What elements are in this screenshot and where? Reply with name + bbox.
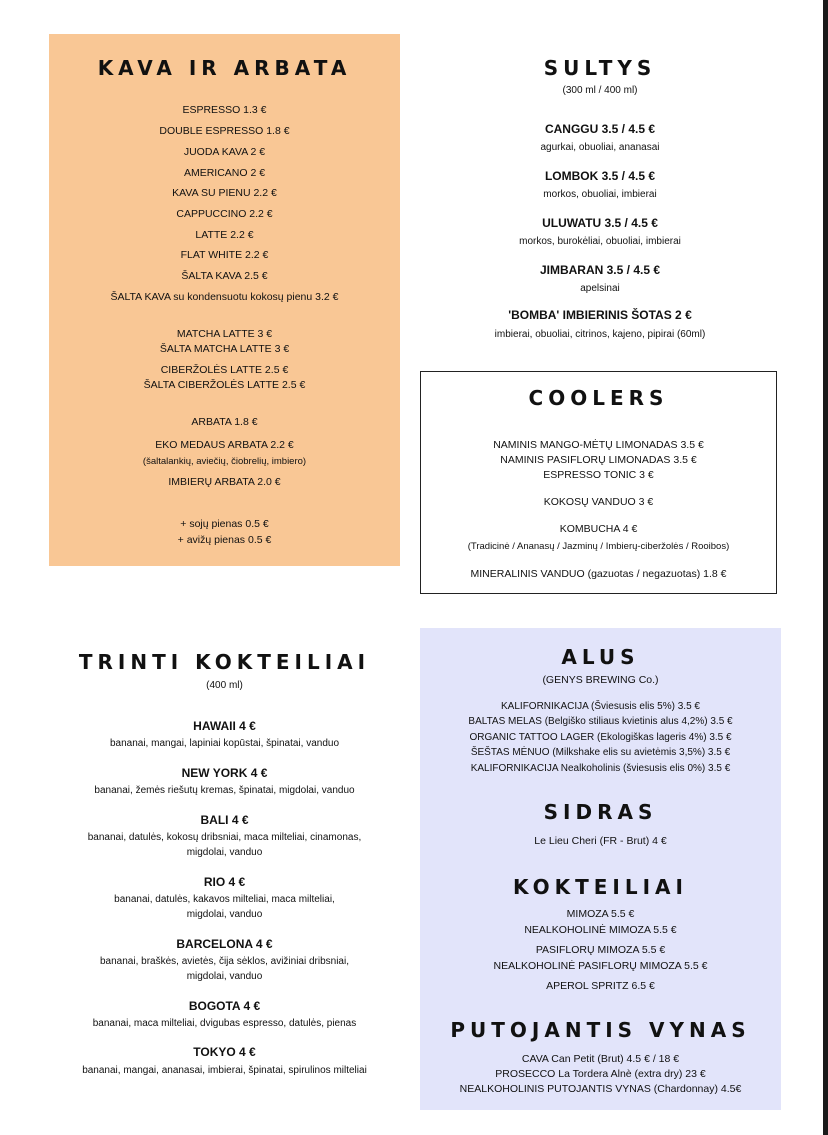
menu-item: DOUBLE ESPRESSO 1.8 € [159, 125, 290, 137]
menu-item: NEALKOHOLINĖ PASIFLORŲ MIMOZA 5.5 € [493, 960, 708, 972]
menu-item: EKO MEDAUS ARBATA 2.2 € [155, 439, 294, 451]
menu-item: MINERALINIS VANDUO (gazuotas / negazuotas) 1.8 € [470, 568, 727, 580]
menu-item: ŠEŠTAS MĖNUO (Milkshake elis su avietėmis 3,5%) 3.5 € [470, 747, 731, 758]
menu-item: LATTE 2.2 € [195, 229, 254, 241]
smoothie-desc: bananai, maca milteliai, dvigubas espresso, datulės, pienas [92, 1018, 357, 1029]
menu-item: AMERICANO 2 € [183, 167, 266, 179]
smoothie-desc: bananai, mangai, ananasai, imbierai, špinatai, spirulinos milteliai [82, 1065, 367, 1076]
menu-item: ŠALTA CIBERŽOLĖS LATTE 2.5 € [143, 379, 306, 391]
alus-panel [420, 628, 781, 1110]
menu-item: FLAT WHITE 2.2 € [180, 249, 269, 261]
menu-item: MIMOZA 5.5 € [566, 908, 635, 920]
smoothie-name: NEW YORK 4 € [181, 766, 268, 780]
menu-item: ŠALTA MATCHA LATTE 3 € [159, 343, 290, 355]
menu-item: NAMINIS PASIFLORŲ LIMONADAS 3.5 € [500, 454, 697, 466]
menu-item: NEALKOHOLINIS PUTOJANTIS VYNAS (Chardonnay) 4.5€ [459, 1083, 742, 1095]
right-edge [823, 0, 828, 1135]
smoothie-desc: migdolai, vanduo [186, 847, 263, 858]
smoothie-desc: migdolai, vanduo [186, 909, 263, 920]
section-title: KAVA IR ARBATA [97, 56, 352, 80]
juice-desc: morkos, obuoliai, imbierai [543, 189, 657, 200]
menu-item: CIBERŽOLĖS LATTE 2.5 € [160, 364, 289, 376]
menu-item: NEALKOHOLINĖ MIMOZA 5.5 € [524, 924, 677, 936]
section-title: COOLERS [528, 386, 669, 410]
juice-name: CANGGU 3.5 / 4.5 € [544, 122, 656, 136]
section-title: SIDRAS [543, 800, 658, 824]
smoothie-name: BALI 4 € [200, 813, 249, 827]
menu-item: ARBATA 1.8 € [191, 416, 258, 428]
juice-desc: imbierai, obuoliai, citrinos, kajeno, pipirai (60ml) [494, 329, 706, 340]
smoothie-name: TOKYO 4 € [193, 1045, 256, 1059]
menu-item: NAMINIS MANGO-MĖTŲ LIMONADAS 3.5 € [493, 439, 704, 451]
menu-item: ŠALTA KAVA su kondensuotu kokosų pienu 3.2 € [110, 291, 339, 303]
juice-desc: apelsinai [580, 283, 620, 294]
menu-item: Le Lieu Cheri (FR - Brut) 4 € [534, 835, 667, 847]
menu-item-desc: (Tradicinė / Ananasų / Jazminų / Imbierų-ciberžolės / Rooibos) [467, 541, 730, 552]
juice-desc: morkos, burokėliai, obuoliai, imbierai [519, 236, 681, 247]
menu-item: KAVA SU PIENU 2.2 € [172, 187, 277, 199]
juice-name: ULUWATU 3.5 / 4.5 € [542, 216, 658, 230]
smoothie-desc: bananai, datulės, kakavos milteliai, maca milteliai, [114, 894, 335, 905]
sultys-section [420, 34, 780, 354]
menu-item: ŠALTA KAVA 2.5 € [181, 270, 268, 282]
smoothie-name: BOGOTA 4 € [188, 999, 261, 1013]
menu-item: CAVA Can Petit (Brut) 4.5 € / 18 € [521, 1053, 680, 1065]
menu-item: KALIFORNIKACIJA (Šviesusis elis 5%) 3.5 € [501, 701, 700, 712]
section-title: TRINTI KOKTEILIAI [78, 650, 371, 674]
menu-item-desc: (šaltalankių, aviečių, čiobrelių, imbiero) [142, 456, 307, 467]
menu-item: PASIFLORŲ MIMOZA 5.5 € [535, 944, 666, 956]
smoothie-desc: bananai, žemės riešutų kremas, špinatai, migdolai, vanduo [94, 785, 355, 796]
menu-item: + avižų pienas 0.5 € [177, 534, 272, 546]
section-title: PUTOJANTIS VYNAS [450, 1018, 751, 1042]
menu-item: CAPPUCCINO 2.2 € [176, 208, 273, 220]
section-subtitle: (400 ml) [206, 680, 243, 691]
section-subtitle: (300 ml / 400 ml) [562, 85, 638, 96]
menu-item: KOKOSŲ VANDUO 3 € [543, 496, 654, 508]
menu-item: PROSECCO La Tordera Alnè (extra dry) 23 € [495, 1068, 706, 1080]
smoothie-desc: bananai, mangai, lapiniai kopūstai, špinatai, vanduo [109, 738, 340, 749]
trinti-kokteiliai-section [49, 640, 400, 1090]
smoothie-name: HAWAII 4 € [193, 719, 256, 733]
smoothie-name: BARCELONA 4 € [176, 937, 273, 951]
menu-item: JUODA KAVA 2 € [183, 146, 266, 158]
menu-item: APEROL SPRITZ 6.5 € [546, 980, 655, 992]
menu-item: KOMBUCHA 4 € [559, 523, 638, 535]
juice-name: LOMBOK 3.5 / 4.5 € [544, 169, 656, 183]
section-title: KOKTEILIAI [513, 875, 688, 899]
juice-name: JIMBARAN 3.5 / 4.5 € [539, 263, 661, 277]
kava-ir-arbata-panel [49, 34, 400, 566]
menu-item: BALTAS MELAS (Belgiško stiliaus kvietinis alus 4,2%) 3.5 € [468, 716, 733, 727]
smoothie-desc: bananai, datulės, kokosų dribsniai, maca milteliai, cinamonas, [87, 832, 362, 843]
section-subtitle: (GENYS BREWING Co.) [542, 674, 659, 686]
smoothie-desc: bananai, braškės, avietės, čija sėklos, avižiniai dribsniai, [99, 956, 349, 967]
menu-item: ORGANIC TATTOO LAGER (Ekologiškas lageris 4%) 3.5 € [469, 732, 732, 743]
section-title: SULTYS [543, 56, 657, 80]
menu-item: MATCHA LATTE 3 € [176, 328, 273, 340]
coolers-panel [420, 371, 777, 594]
smoothie-name: RIO 4 € [203, 875, 246, 889]
menu-item: IMBIERŲ ARBATA 2.0 € [168, 476, 281, 488]
menu-item: ESPRESSO 1.3 € [182, 104, 267, 116]
juice-desc: agurkai, obuoliai, ananasai [540, 142, 660, 153]
menu-item: ESPRESSO TONIC 3 € [543, 469, 654, 481]
menu-item: + sojų pienas 0.5 € [180, 518, 269, 530]
juice-name: 'BOMBA' IMBIERINIS ŠOTAS 2 € [508, 308, 692, 322]
section-title: ALUS [561, 645, 640, 669]
menu-item: KALIFORNIKACIJA Nealkoholinis (šviesusis elis 0%) 3.5 € [470, 763, 731, 774]
smoothie-desc: migdolai, vanduo [186, 971, 263, 982]
